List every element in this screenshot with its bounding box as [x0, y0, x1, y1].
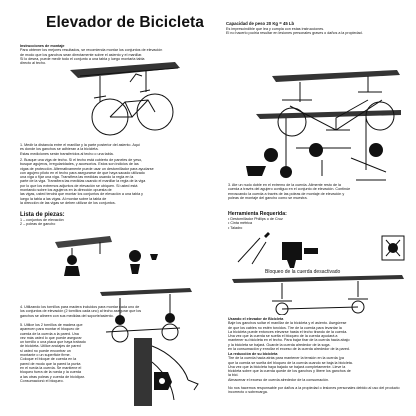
reduction-line: Almacenar el exceso de cuerda alrededor de la consumación.: [228, 377, 330, 382]
tool-item: • Taladro: [228, 225, 243, 230]
part-item: 1 – conjuntos de elevación: [20, 218, 64, 222]
instruction-line: Si lo desea, puede medir todo el conjunto a una tabla y luego montarla tabla: [20, 56, 145, 61]
step-line: una viga o fijar una viga. Transfiera las medidas usando la regla en la: [20, 175, 134, 180]
reduction-line: Una vez que la bicicleta haya bajado se bajará completamente. Lleve la: [228, 364, 346, 369]
step-line: busque agujeros, irregularidades, y accesorios. Estos son indicios de las: [20, 162, 139, 167]
bike-lift-figure: [232, 275, 407, 315]
reduction-section: [228, 352, 413, 395]
step-line: es donde los ganchos se adhieran a la bicicleta.: [20, 147, 99, 152]
step-line: vigas de protección. Alternativamente puede usar un destornillador para ayudarse: [20, 166, 154, 171]
step-line: cuerda a través del agujero contiguo en el conjunto de elevación. Continúe: [228, 187, 351, 192]
reduction-line: que la cuerda se suelta del bloqueo de la cuerda cuando se baja la bicicleta.: [228, 360, 353, 365]
warning-line: El no hacerlo podría resultar en lesiones personales graves o daños a la propiedad.: [226, 31, 363, 36]
step-line: un tornillo o una placa que haya trabado: [20, 340, 86, 345]
step-line: a las otras poleas y cuerda de bicidipar.: [20, 374, 85, 379]
step-line: vez más usted lo que puede asegurar: [20, 335, 82, 340]
step-line: 3. Ate un nudo doble en el extremo de la cuerda. Alimente resto de la: [228, 183, 341, 187]
instruction-line: Para obtener los mejores resultados, se recomienda montar los conjuntos de elevación: [20, 48, 163, 53]
usage-section: [228, 317, 413, 351]
step-line: montando sobre los agujeros en la dirección opuesta de: [20, 188, 112, 193]
part-item: 2 – poleas de gancho: [20, 222, 56, 227]
rope-lock-figure: [128, 332, 208, 412]
usage-line: Una vez que la cuerda se suelta el bloqueo de la cuerda ayudará a: [228, 334, 338, 339]
weight-warning: [226, 22, 412, 36]
step-2: [20, 158, 215, 205]
usage-heading: Usando el elevador de Bicicleta: [228, 317, 284, 321]
reduction-heading: La reducción de su bicicleta: [228, 352, 278, 356]
step-line: los conjuntos de elevación (2 tornillos cada uno) al techo asegurar que los: [20, 309, 142, 314]
page-title: Elevador de Bicicleta: [46, 14, 205, 31]
step-line: de bicicleta. Utilice anclajes de pared: [20, 344, 81, 349]
usage-line: La bicicleta puede entonces elevarse hasta el techo tirando de la cuerda.: [228, 329, 348, 334]
step-line: parte de la viga. Transfiera las medidas usando el manillar la regla de la viga: [20, 179, 146, 184]
step-line: 5. Utilice los 2 tornillos de madera que: [20, 323, 83, 327]
step-line: Coloque el bloque de cuerda en la: [20, 357, 77, 362]
step-line: Consumacionó el bloqueo.: [20, 378, 64, 383]
step-line: 2. Busque una viga de techo. Si el techo está cubierto de paneles de yeso,: [20, 158, 143, 162]
reduction-line: Tire de la cuerda hacia atrás para mantener la tensión en la cuerda (ya: [228, 356, 344, 361]
step-4: [20, 305, 230, 318]
step-line: montante o un superficie firme.: [20, 353, 71, 358]
step-3: [228, 183, 413, 200]
tool-item: • Destornillador Phillips o de Cruz: [228, 217, 283, 221]
step-line: aparecen para montar el bloqueo de: [20, 327, 80, 332]
usage-line: en la consumación y enrollar el exceso de la cuerda alrededor de la pared.: [228, 347, 350, 352]
disclaimer: No nos hacemos responsable por daños a la propiedad o lesiones personales debido al uso del producto incorrecto o sobrecarga.: [228, 386, 400, 395]
step-line: las vigas, usted tendrá que montar los conjuntos de elevación a una tabla y: [20, 192, 143, 197]
step-line: si usted no puede encontrar un: [20, 348, 71, 353]
parts-figure: [50, 234, 165, 284]
pulley-threading-figure: [226, 110, 404, 190]
parts-list: [20, 212, 140, 227]
step-line: por lo que los extremos adjuntos de elevación se ubiquen. Si usted está: [20, 183, 138, 188]
step-line: poleas de montaje del gancho como se muestra.: [228, 195, 308, 200]
step-1: [20, 143, 210, 156]
warning-line: Es imprescindible que lea y cumpla con estas instrucciones.: [226, 26, 325, 31]
step-line: cuerda de la cuerda a la pared. Una: [20, 331, 79, 336]
step-line: 1. Medir la distancia entre el manillar y la parte posterior del asiento. Aquí: [20, 143, 140, 147]
usage-line: y la bicicleta se bajará. Guarde la cuerda alrededor de la soga.: [228, 342, 331, 347]
usage-line: de que los cables no estén torcidos. Tire de la cuerda para levantar la: [228, 325, 342, 330]
lock-caption: Bloqueo de la cuerda desactivado: [265, 269, 341, 275]
usage-line: Baje los ganchos soltar el manillar de la bicicleta y el asiento. Asegúrese: [228, 321, 347, 326]
step-line: pared de modo que la pared la punta: [20, 361, 81, 366]
instruction-line: directo al techo.: [20, 61, 47, 66]
step-line: ganchos se alineen con sus medidas del soporte/asiento.: [20, 313, 114, 318]
reduction-line: bicicleta sobre que la cuerda quede de los ganchos y libere los ganchos de: [228, 369, 351, 374]
step-line: bloqueo fuera de la rueda y la cuerda: [20, 370, 82, 375]
step-line: en el rueda la cuerda. Se mantiene el: [20, 365, 82, 370]
step-line: luego la tabla a las vigas. Al montar sobre la tabla de: [20, 196, 107, 201]
step-line: enroscando la cuerda a través de las poleas de montaje de elevación y: [228, 191, 345, 196]
tools-list: [228, 211, 368, 230]
step-line: la dirección de las vigas se deben utilizar de los conjuntos.: [20, 200, 116, 205]
step-line: Estas mediciones serán transferidos al techo o una tabla.: [20, 151, 114, 156]
reduction-line: la bici.: [228, 373, 239, 378]
step-line: 4. Utilizando los tornillos para madera incluidos para montar cada uno de: [20, 305, 140, 309]
instruction-line: de modo que los ganchos sean directamente sobre el asiento y el manillar.: [20, 52, 143, 57]
tools-heading: Herramienta Requerida:: [228, 211, 287, 217]
step-line: con agujero piloto en el techo para asegurarse de que haya sacado utilizado: [20, 170, 145, 175]
bike-ceiling-figure-1: [70, 62, 180, 142]
warning-heading: Capacidad de peso 20 Kg = 45 Lb: [226, 21, 295, 26]
parts-heading: Lista de piezas:: [20, 212, 65, 218]
instructions-heading: Instrucciones de montaje: [20, 44, 65, 48]
usage-line: mantener su bicicleta en el techo. Para bajar tirar de la cuerda hacia abajo: [228, 338, 350, 343]
tool-item: • Cinta métrica: [228, 221, 253, 226]
tools-figure: [232, 232, 412, 268]
step-5: [20, 323, 130, 383]
